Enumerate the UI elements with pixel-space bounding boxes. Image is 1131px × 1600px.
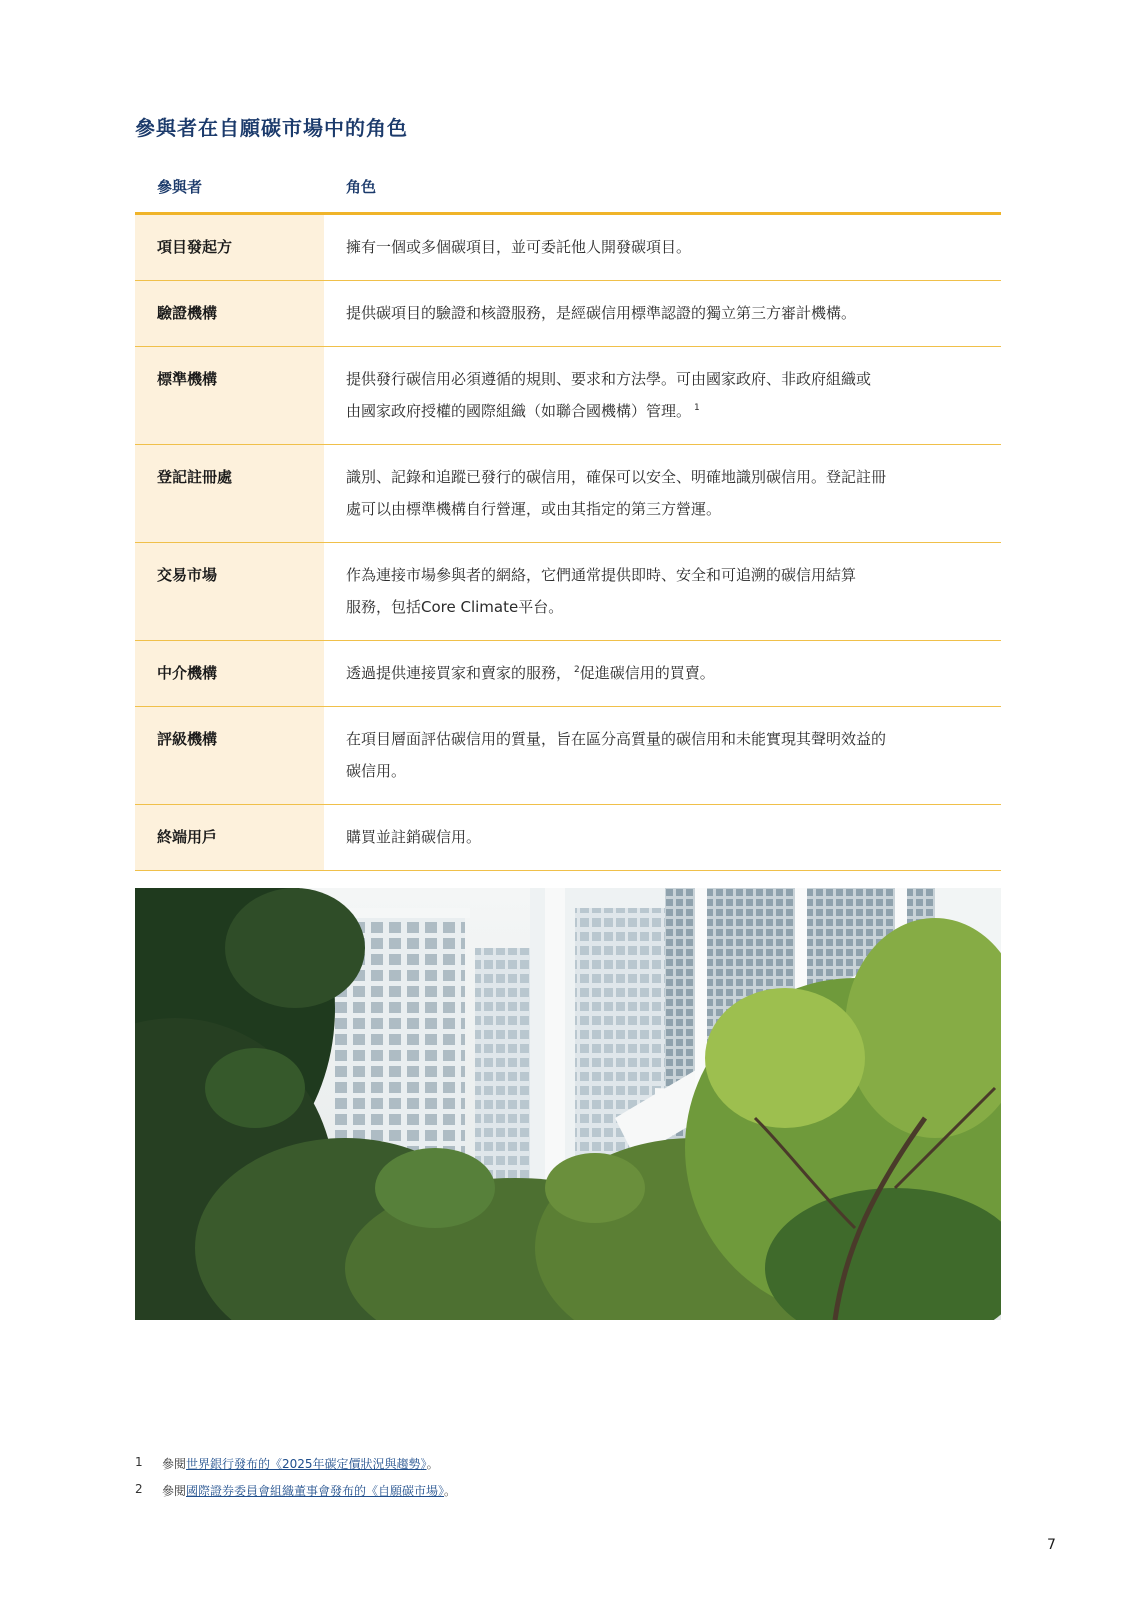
footnotes	[135, 1455, 1001, 1509]
table-row	[135, 707, 1001, 805]
role-cell	[324, 347, 1001, 445]
role-cell	[324, 805, 1001, 871]
role-text: 促進碳信用的買賣。	[579, 664, 715, 682]
page-number: 7	[1047, 1537, 1056, 1553]
role-cell	[324, 707, 1001, 805]
participant-cell: 驗證機構	[135, 281, 324, 347]
participants-roles-table	[135, 160, 1001, 871]
table-row	[135, 347, 1001, 445]
role-text: 作為連接市場參與者的網絡，它們通常提供即時、安全和可追溯的碳信用結算	[346, 566, 857, 584]
role-text: 透過提供連接買家和賣家的服務，	[346, 664, 572, 682]
role-cell	[324, 641, 1001, 707]
table-row	[135, 281, 1001, 347]
footnote-item	[135, 1455, 1001, 1472]
role-cell	[324, 214, 1001, 281]
footnote-number: 2	[135, 1482, 143, 1496]
role-text: 擁有一個或多個碳項目，並可委託他人開發碳項目。	[346, 238, 692, 256]
role-cell	[324, 281, 1001, 347]
role-text: 購買並註銷碳信用。	[346, 828, 482, 846]
participant-cell: 評級機構	[135, 707, 324, 805]
footnote-link[interactable]: 國際證券委員會組織董事會發布的《自願碳市場》	[186, 1484, 445, 1498]
role-text: 處可以由標準機構自行營運，或由其指定的第三方營運。	[346, 500, 722, 518]
role-text: 服務，包括Core Climate平台。	[346, 598, 564, 616]
footnote-suffix: 。	[444, 1484, 457, 1498]
footnote-prefix: 參閱	[162, 1457, 187, 1471]
participant-cell: 交易市場	[135, 543, 324, 641]
role-text: 在項目層面評估碳信用的質量，旨在區分高質量的碳信用和未能實現其聲明效益的	[346, 730, 887, 748]
footnote-link[interactable]: 世界銀行發布的《2025年碳定價狀況與趨勢》	[186, 1457, 427, 1471]
footnote-marker: 1	[694, 403, 700, 413]
footnote-marker: 2	[574, 665, 580, 675]
participant-cell: 標準機構	[135, 347, 324, 445]
role-text: 由國家政府授權的國際組織（如聯合國機構）管理。	[346, 402, 692, 420]
page-title: 參與者在自願碳市場中的角色	[135, 116, 408, 140]
role-cell	[324, 445, 1001, 543]
table-row	[135, 214, 1001, 281]
footnote-item	[135, 1482, 1001, 1499]
column-header-participant: 參與者	[135, 160, 324, 214]
role-text: 提供碳項目的驗證和核證服務，是經碳信用標準認證的獨立第三方審計機構。	[346, 304, 857, 322]
role-text: 識別、記錄和追蹤已發行的碳信用，確保可以安全、明確地識別碳信用。登記註冊	[346, 468, 887, 486]
footnote-suffix: 。	[426, 1457, 439, 1471]
table-row	[135, 641, 1001, 707]
participant-cell: 終端用戶	[135, 805, 324, 871]
participant-cell: 項目發起方	[135, 214, 324, 281]
role-cell	[324, 543, 1001, 641]
city-trees-photo	[135, 888, 1001, 1320]
participant-cell: 登記註冊處	[135, 445, 324, 543]
table-row	[135, 445, 1001, 543]
table-header-row	[135, 160, 1001, 214]
role-text: 碳信用。	[346, 762, 407, 780]
footnote-prefix: 參閱	[162, 1484, 187, 1498]
table-row	[135, 805, 1001, 871]
role-text: 提供發行碳信用必須遵循的規則、要求和方法學。可由國家政府、非政府組織或	[346, 370, 872, 388]
footnote-number: 1	[135, 1455, 143, 1469]
table-row	[135, 543, 1001, 641]
participant-cell: 中介機構	[135, 641, 324, 707]
column-header-role: 角色	[324, 160, 1001, 214]
